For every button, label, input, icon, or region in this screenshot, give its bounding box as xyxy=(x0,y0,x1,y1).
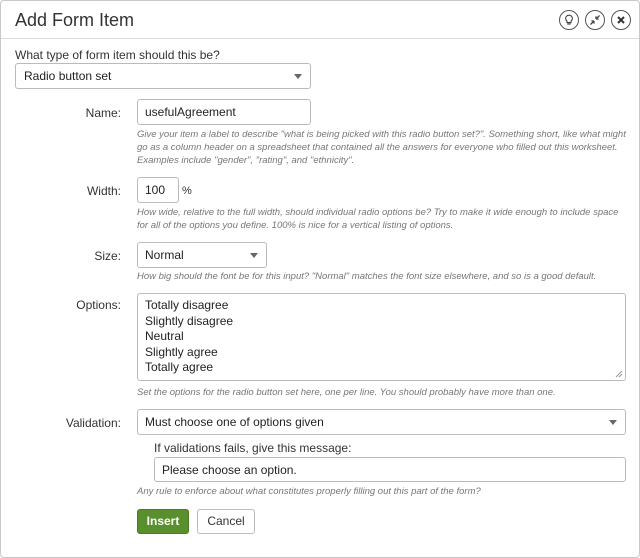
width-help-line: for all of the options you define. 100% is nice for a vertical listing of options. xyxy=(137,220,454,231)
width-input[interactable] xyxy=(137,177,179,203)
type-select-value: Radio button set xyxy=(24,69,112,83)
chevron-down-icon xyxy=(250,253,258,258)
width-unit: % xyxy=(182,185,192,197)
type-select[interactable] xyxy=(15,63,311,89)
width-input-value: 100 xyxy=(145,183,166,197)
collapse-button[interactable] xyxy=(585,10,605,30)
option-line: Slightly disagree xyxy=(145,313,234,328)
chevron-down-icon xyxy=(609,420,617,425)
name-label: Name: xyxy=(85,106,121,120)
close-icon xyxy=(615,14,627,26)
size-select-value: Normal xyxy=(145,248,184,262)
validation-help: Any rule to enforce about what constitutes properly filling out this part of the form? xyxy=(137,486,481,497)
name-input[interactable] xyxy=(137,99,311,125)
name-help-line: Examples include "gender", "rating", and "ethnicity". xyxy=(137,155,355,166)
width-help-line: How wide, relative to the full width, should individual radio options be? Try to make it wide enough to include space xyxy=(137,207,619,218)
name-help-line: go as a column header on a spreadsheet that contained all the answers for everyone who filled out this worksheet. xyxy=(137,142,618,153)
width-label: Width: xyxy=(86,184,121,198)
chevron-down-icon xyxy=(294,74,302,79)
option-line: Neutral xyxy=(145,329,184,343)
option-line: Totally agree xyxy=(145,360,214,374)
width-help xyxy=(137,206,618,232)
validation-label: Validation: xyxy=(65,416,121,430)
close-button[interactable] xyxy=(611,10,631,30)
option-line: Slightly agree xyxy=(145,344,218,359)
options-label: Options: xyxy=(76,298,121,312)
lightbulb-icon xyxy=(563,14,575,26)
validation-message-value: Please choose an option. xyxy=(162,463,297,477)
collapse-icon xyxy=(589,14,601,26)
name-input-value: usefulAgreement xyxy=(145,105,236,119)
size-label: Size: xyxy=(94,249,121,263)
type-label: What type of form item should this be? xyxy=(15,48,220,62)
size-help: How big should the font be for this input? "Normal" matches the font size elsewhere, and so is a good default. xyxy=(137,271,597,282)
option-line: Totally disagree xyxy=(145,298,229,312)
cancel-button[interactable]: Cancel xyxy=(197,509,255,534)
validation-message-label: If validations fails, give this message: xyxy=(154,441,352,455)
options-help: Set the options for the radio button set here, one per line. You should probably have more than one. xyxy=(137,387,556,398)
validation-select[interactable] xyxy=(137,409,626,435)
dialog-titlebar xyxy=(1,1,639,39)
validation-message-input[interactable] xyxy=(154,457,626,482)
options-textarea[interactable] xyxy=(137,293,626,381)
name-help-line: Give your item a label to describe "what is being picked with this radio button set?". Something short, like what might xyxy=(137,129,626,140)
name-help xyxy=(137,128,626,167)
validation-select-value: Must choose one of options given xyxy=(145,415,324,429)
size-select[interactable] xyxy=(137,242,267,268)
lightbulb-button[interactable] xyxy=(559,10,579,30)
insert-button[interactable]: Insert xyxy=(137,509,189,534)
dialog-title: Add Form Item xyxy=(15,10,135,30)
resize-handle-icon[interactable] xyxy=(615,370,623,378)
